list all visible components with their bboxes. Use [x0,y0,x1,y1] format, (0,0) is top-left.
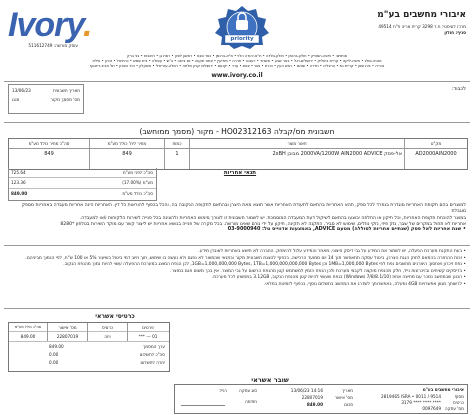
balance-value: 0.00 [49,360,59,365]
voucher-card-label: כרטיס [453,400,464,405]
row-sku: AD2000AIN2000 [415,151,457,157]
vat-value: 123.36 [11,180,26,185]
col-divider [404,139,405,169]
payments-card: ויזה [104,334,111,339]
to-pay-label: סה"כ לתשלום [139,352,165,357]
payments-header-approval: מס' אישור [58,325,77,330]
company-id: עוסק מורשה: 511612749 [28,43,78,48]
voucher-terminal-value: 2819465 ISRA • 0011 / 9514 [381,394,441,399]
payments-header-card: כרטיס [102,325,113,330]
header-sku: מק"ט [430,141,442,146]
header-total: סה"כ מחיר כולל מע"מ [28,141,70,146]
signature-line [181,405,225,406]
payments-col-divider [127,323,128,341]
branches-line-3: נהריה • בית שאן • קריית גת • הרצליה • חדרה • שוהם • ראש העין • כנרת • נשר • צפת • ערד • יקנעם • ירושלים קניון מלחה • רמלה-עזריאלי • אשקלון • הוד השרון • תל אביב-דיזנגוף [89,64,385,68]
company-name: איבורי מחשבים בע"מ [377,10,466,20]
voucher-amount-value: 849.00 [306,402,323,407]
doc-value: 849.00 [49,344,64,349]
branches-line-1: סניפים: • חיפה-הסטיק • חולון-ברגמן • חולון-גולדה • ת"א-יהודה הלוי • ת"א-ברגמן • כפר סבא • ראשון לציון • רמת גן • רחובות • בני ברק [127,54,347,58]
policy-line-1: • בעת התקנת מערכת הפעלה, יש לשמור את המידע על גבי דיסק חיצוני, מאחר והמידע עלול להימחק. החברה לא תישא באחריות לאובדן מידע. [198,249,466,254]
policy-line-4: • בדיסקים קשיחים ובזיכרונות נייד, חלק מהנפח מוקצה לקבצי מערכת ולכן הנפח הזמין למשתמש קטן מהנפח הרשום על גבי המוצר. אין בכך משום פגם במוצר. [170,268,466,274]
warranty-line-1: למוצרים בהם תקופת האחריות מוגדרת בנפרד לכל ספק, תהא האחריות בהתאם לתעודת האחריות אשר תוצא מאת היצרן ובהתאם לתקופה הנקובה בה, והכל בכפוף להוראות כל דין. האחריות הינה אחריות מעבדה באחריות מספק מוגבלת [21,203,466,215]
payments-table [8,322,170,372]
branches-line-2: נתניה-פולג • חיפה-ליקט • קריית ביאליק • ירושלים-ת.ל • באר שבע • אשדוד • רעננה • חדרה • מודיעין • פתח תקווה • נס ציונה • ב"ש • עפולה • בית שמש • כרמיאל • זכרון • אילת [92,59,382,63]
grand-total-label: סה"כ כולל מע"מ [122,191,153,196]
payments-header-amount: סה"כ כולל מע"מ [14,325,42,329]
row-unit-price: 849 [122,151,132,157]
vat-label: מע"מ (17.00%) [122,180,153,185]
doc-value-label: ערך המסמך [143,344,165,349]
warranty-text [8,203,466,228]
warranty-title: תנאי אחריות [223,170,257,176]
policy-line-5: • הכונן שבמחשב נמכר עם מחיצה אחת (Windows 7/8/8.1/10) בנפח שעשוי להיות קטן מהנפח הנקוב, 3.12GB בממוצע לכל מערכת. [211,275,466,281]
voucher-approval-value: 22807019 [301,395,323,400]
row-total: 849 [44,151,54,157]
seal-text: priority [230,36,254,42]
ivory-logo: Ivory. [8,6,92,44]
col-divider [89,139,90,169]
payments-approval: 22807019 [56,334,79,339]
branches-list [8,54,466,69]
payments-divider [4,308,470,309]
voucher-approval-label: מס' אישור [334,395,353,400]
policy-line-2: • זכות ההחזרה בהתאם לחוק הגנת הצרכן, ביטול עסקה תתאפשר תוך 14 יום ממועד הרכישה, בכפוף להצגת חשבונית מקור ובתנאי שהמוצר לא נפגם ולא נעשה בו שימוש, תוך חיוב דמי ביטול בשיעור 5% או 100 ש"ח, לפי הנמוך מביניהם. [25,255,466,261]
row-desc: אל-פסק 2000VA/1200W AIN2000 ADVICE מבוכן 2xBH [272,151,402,157]
invoice-title: חשבונית מס/קבלה HO02312163 - מקור (מסמך ממוחשב) [139,127,335,136]
to-pay-value: 0.00 [49,352,59,357]
items-table [8,138,468,170]
to-label: לכבוד: [451,86,466,92]
warranty-line-3: אחריות לא תחול במקרים של שבר, נזק פיזי, נזקי נוזלים, שימוש לא סביר, התקנה לא תקינה, תיקון על ידי גורם שאינו מורשה. בכל מקרה של פנייה בנושא אחריות יש ליצור קשר עם מוקד השירות בטלפון *8280 [60,221,466,227]
logo-accent: . [83,6,92,44]
policy-text [8,249,466,289]
payments-amount: 849.00 [20,334,36,339]
payments-row-divider [9,341,169,342]
voucher-type-label: סוג עסקה [239,388,257,393]
source-doc-value: מנגו [12,97,20,102]
voucher-deal-value: 0097649 [422,406,441,411]
meta-box [8,84,84,114]
table-header-divider [9,148,467,149]
source-doc-label: מס' מסמך מקור [50,97,80,102]
totals-divider [9,177,156,178]
voucher-card-value: 3179 **** **** **** [401,400,441,405]
row-qty: 1 [175,151,179,157]
policy-line-6: • לרשותך מגוון אפשרויות 4GB ומעלה, באפשרותך לשדרג את המחשב בתשלום נוסף, בכפוף לזמינות במלאי. [263,281,466,287]
col-divider [164,139,165,169]
totals-divider [9,188,156,189]
payments-title: כרטיסי אשראי [95,313,135,320]
priority-seal [213,5,271,53]
header-divider [4,81,470,82]
header-qty: כמות [172,141,182,146]
voucher-title: שובר אשראי [251,376,289,384]
subtotal-label: סה"כ לפני מע"מ [122,170,153,175]
voucher-amount-label: סכום [344,402,353,407]
company-address: מרכז לוגיסטי: ת.ד 3298 קרית אריה פ"ת 49514 [378,24,466,29]
voucher-sign-label: חתימה [244,399,257,404]
balance-label: יתרה לתשלום [140,360,165,365]
date-value: 13/06/23 [12,88,31,93]
warranty-line-2: במוצר להוכחת תקופת האחריות, וכל תיקון או החלפה יבוצעו בהתאם לשיקול דעת המעבדה המוסמכת. יש לשמור חשבונית זו לצורך מימוש האחריות ולהציגה בכל פנייה לשירות הלקוחות ו/או למעבדה. [79,215,466,221]
payments-col-divider [87,323,88,341]
voucher-type-value: רגיל [219,388,227,393]
header-item-desc: תאור מוצר [287,141,307,146]
payments-col-divider [47,323,48,341]
payments-header-details: פרטים [142,325,154,330]
voucher-box [174,384,468,414]
header-unit-price: מחיר ליח' כולל מע"מ [107,141,147,146]
voucher-terminal-label: מסוף [454,394,464,399]
date-label: תאריך חשבונית [52,88,80,93]
voucher-store: איבורי מחשבים בע"מ [422,387,464,392]
grand-total-value: 849.00 [11,191,28,196]
payments-header-divider [9,331,169,332]
payments-details: *** --- 01 [138,334,158,339]
meta-divider [4,122,470,123]
col-divider [189,139,190,169]
policy-line-3: • נפח זיכרון ואחסון: היצרנים מחשבים נפח לפי 1MB=1,000,000 Bytes וכן 1GB=1,000,000,000 Bytes, 1TB=1,000,000,000,000 Bytes, לכן הנפח המוצג במערכת ההפעלה עשוי להיות נמוך מהנפח הנקוב. [63,262,466,268]
totals-box [8,168,157,201]
voucher-date-value: 13/06/23 14:16 [290,388,323,393]
company-branch: סניף: חולון [444,30,466,35]
subtotal-value: 725.64 [11,170,26,175]
advice-warranty-line: • שנת אחריות לאל פסק (שנתיים אחריות לסוללה) מטעם ADVICE, באמצעות אדווייס טל: 03-9000940 [227,226,466,232]
policy-divider [4,245,470,246]
website[interactable]: www.ivory.co.il [211,72,263,79]
voucher-deal-label: מס' עסקה [444,406,464,411]
voucher-date-label: תאריך [341,388,353,393]
company-info [316,10,466,35]
